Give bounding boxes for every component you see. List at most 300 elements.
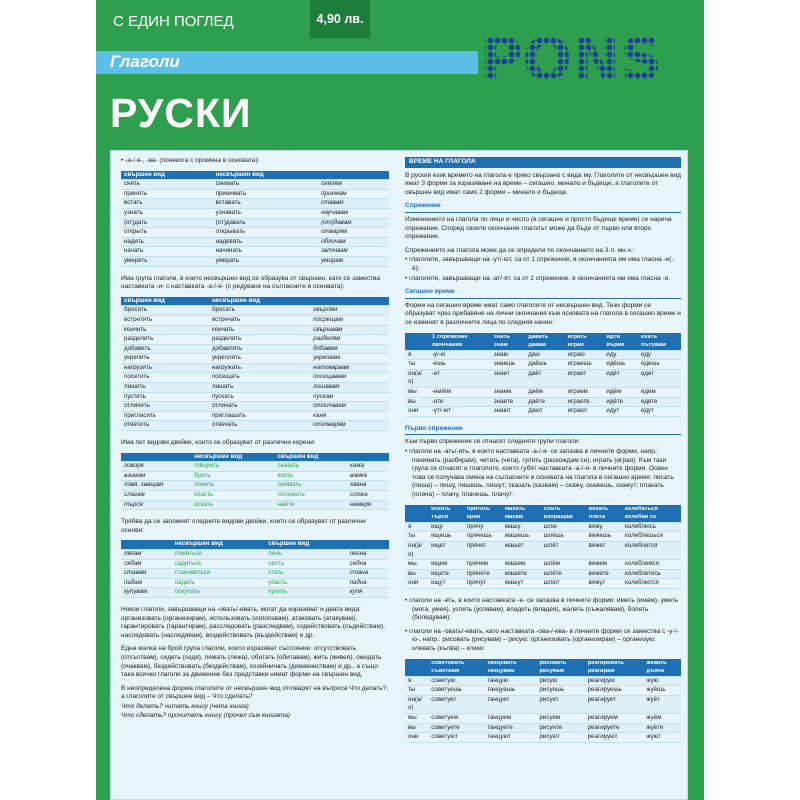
verb-table — [405, 659, 681, 743]
table-cell: я — [405, 676, 428, 686]
table-cell: мы — [405, 388, 429, 398]
table-cell: колеблется — [622, 541, 681, 559]
table-row — [121, 392, 389, 402]
table-row — [121, 208, 389, 218]
table-cell: седна — [347, 559, 389, 569]
table-cell: рисует — [536, 695, 584, 713]
table-cell: стать — [265, 569, 346, 579]
table-cell: играют — [565, 407, 604, 417]
table-row — [121, 256, 389, 266]
paragraph-3: Има пет видови двойки, които се образуват от различни корени: — [121, 439, 316, 447]
table-cell: шлют — [541, 579, 586, 589]
table-cell: укрепить — [121, 354, 209, 364]
table-header-cell: несвършен вид — [191, 453, 274, 462]
table-row — [121, 306, 389, 316]
table-cell: вы — [405, 397, 429, 407]
table-header-cell: несвършен вид — [172, 540, 266, 549]
table-cell: он(а/о) — [405, 369, 429, 387]
table-row — [121, 315, 389, 325]
table-cell: ложиться — [172, 549, 266, 559]
table-cell: говоря — [121, 462, 191, 472]
table-cell: дают — [525, 407, 564, 417]
table-cell: начинать — [213, 247, 318, 257]
table-cell: упасть — [265, 578, 346, 588]
table-header-cell — [318, 171, 389, 180]
table-cell: танцуем — [484, 714, 536, 724]
table-cell: прячут — [464, 579, 502, 589]
table-cell: становиться — [172, 569, 266, 579]
table-cell: нагружать — [209, 363, 310, 373]
table-cell: добавям — [310, 344, 389, 354]
table-row — [121, 549, 389, 559]
table-row — [405, 350, 681, 360]
table-cell: прячем — [464, 560, 502, 570]
table-cell: знаю — [491, 350, 525, 360]
table-cell: легна — [347, 549, 389, 559]
table-cell: отличить — [121, 402, 209, 412]
table-header-cell: свършен вид — [265, 540, 346, 549]
table-cell: встретить — [121, 315, 209, 325]
table-row — [405, 532, 681, 542]
table-cell: вяжут — [586, 579, 622, 589]
table-cell: отварям — [318, 228, 389, 238]
table-header-cell — [405, 333, 429, 351]
table-first-a — [405, 505, 681, 589]
table-header-cell: свършен вид — [275, 453, 347, 462]
table-cell: рисуют — [536, 733, 584, 743]
table-cell: мы — [405, 714, 428, 724]
table-cell: -у/-ю — [429, 350, 491, 360]
table-cell: рисую — [536, 676, 584, 686]
table-cell: приглашать — [209, 411, 310, 421]
table-cell: шлёшь — [541, 532, 586, 542]
table-cell: жуёте — [643, 723, 681, 733]
table-cell: танцуют — [484, 733, 536, 743]
table-header-cell: искать търся — [428, 505, 464, 523]
table-cell: идёте — [603, 397, 638, 407]
table-present — [405, 333, 681, 417]
table-cell: даёшь — [525, 360, 564, 370]
table-cell: добавлять — [209, 344, 310, 354]
table-cell: бросать — [209, 306, 310, 316]
table-header-cell: 1 спрежение окончания — [429, 333, 491, 351]
table-cell: колеблются — [622, 579, 681, 589]
table-cell: купя — [347, 588, 389, 598]
table-header-cell: рисовать рисувам — [536, 659, 584, 677]
table-cell: (от)давать — [213, 218, 318, 228]
verb-table — [405, 333, 681, 417]
table-cell: советует — [428, 695, 484, 713]
table-row — [405, 723, 681, 733]
table-row — [121, 588, 389, 598]
table-cell: отличать — [209, 402, 310, 412]
table-cell: танцуешь — [484, 686, 536, 696]
table-cell: идём — [603, 388, 638, 398]
table-cell: советуем — [428, 714, 484, 724]
table-cell: знаете — [491, 397, 525, 407]
table-cell: идут — [603, 407, 638, 417]
table-header-cell: давать давам — [525, 333, 564, 351]
table-cell: пустить — [121, 392, 209, 402]
table-cell: знаешь — [491, 360, 525, 370]
table-cell: рисуешь — [536, 686, 584, 696]
bullet-5: • глаголи на -овать/-евать, като наставката -ова-/-ева- в личните форми се замества с -у-/-ю-, напр.: рисовать (рисувам) – рисую; организовать (организирам) – организую; клевать (кълва) – клюю: — [405, 627, 679, 652]
table-row — [121, 218, 389, 228]
table-row — [121, 421, 389, 431]
table-cell: ищу — [428, 522, 464, 532]
table-header-cell: вязать плета — [586, 505, 622, 523]
table-header-cell: несвършен вид — [213, 171, 318, 180]
table-cell: они — [405, 407, 429, 417]
r-paragraph-5: Към първо спрежение се отнасят следните групи глаголи: — [405, 438, 581, 446]
table-cell: играем — [565, 388, 604, 398]
table-cell: жую — [643, 676, 681, 686]
table-cell: ищем — [428, 560, 464, 570]
table-cell: лишать — [209, 383, 310, 393]
table-cell: кажа — [347, 462, 389, 472]
table-cell: едешь — [638, 360, 681, 370]
table-header-cell — [405, 505, 428, 523]
table-cell: класть — [191, 491, 274, 501]
table-cell: вставать — [213, 199, 318, 209]
table-cell: (от)дать — [121, 218, 213, 228]
table-row — [121, 462, 389, 472]
table-row — [121, 363, 389, 373]
table-cell: советую — [428, 676, 484, 686]
table-header-cell: ехать пътувам — [638, 333, 681, 351]
table-row — [405, 541, 681, 559]
table-cell: приемам — [318, 189, 389, 199]
table-cell: идёт — [603, 369, 638, 387]
table-cell: садиться — [172, 559, 266, 569]
table-cell: играю — [565, 350, 604, 360]
table-cell: ловя, хващам — [121, 481, 191, 491]
table-cell: пускам — [310, 392, 389, 402]
table-row — [121, 344, 389, 354]
table-cell: колеблетесь — [622, 569, 681, 579]
table-row — [405, 397, 681, 407]
table-cell: купувам — [121, 588, 172, 598]
verb-table — [121, 297, 389, 431]
table-header-cell — [121, 453, 191, 462]
r-paragraph-3: Спрежението на глагола може да се определи по окончанието на 3 л. мн.ч.: — [405, 246, 635, 254]
table-cell: колеблюсь — [622, 522, 681, 532]
table-cell: говорить — [191, 462, 274, 472]
table-cell: идёшь — [603, 360, 638, 370]
table-cell: ты — [405, 360, 429, 370]
table-cell: рисуем — [536, 714, 584, 724]
table-cell: -ем/ём — [429, 388, 491, 398]
r-paragraph-1: В руския език времето на глагола е пряко свързано с вида му. Глаголите от несвършен вид имат 3 форми за изразяване на време – сегашно, минало и бъдеще, а глаголите от свършен вид имат само 2 форми – минало и бъдеще. — [405, 171, 681, 196]
table-cell: сеялям — [318, 180, 389, 190]
table-cell: узнать — [121, 208, 213, 218]
table-row — [121, 325, 389, 335]
table-cell: поймать — [275, 481, 347, 491]
bullet-4: • глаголи на -еть, в които наставката -е- се запазва в личните форми: иметь (имам), уметь (мога, умея), успеть (успявам), владеть (владея), жалеть (съжалявам), болеть (боледувам); — [405, 596, 679, 622]
table-cell: вяжет — [586, 541, 622, 559]
table-cell: реагируют — [585, 733, 644, 743]
cover-header — [96, 0, 704, 150]
table-cell: -ет — [429, 369, 491, 387]
table-row — [405, 686, 681, 696]
table-cell: купить — [265, 588, 346, 598]
table-cell: укрепвам — [310, 354, 389, 364]
table-cell: принять — [121, 189, 213, 199]
table-cell: сядам — [121, 559, 172, 569]
table-cell: танцует — [484, 695, 536, 713]
table-cell: ищут — [428, 579, 464, 589]
table-cell: свършвам — [310, 325, 389, 335]
table-cell: играете — [565, 397, 604, 407]
table-cell: укреплять — [209, 354, 310, 364]
table-cell: лишить — [121, 383, 209, 393]
table-cell: натоварвам — [310, 363, 389, 373]
subheading-conjugation: Спрежение — [405, 202, 681, 213]
table-cell: машете — [502, 569, 541, 579]
table-cell: машут — [502, 579, 541, 589]
table-cell: брать — [191, 471, 274, 481]
table-cell: намеря — [347, 500, 389, 510]
table-row — [121, 559, 389, 569]
table-cell: посетить — [121, 373, 209, 383]
table-cell: посещать — [209, 373, 310, 383]
table-cell: отличавам — [310, 402, 389, 412]
table-cell: вяжешь — [586, 532, 622, 542]
example-1: Что делать? читать книгу (чета книга) — [121, 702, 249, 710]
table-header-cell — [347, 540, 389, 549]
table-cell: вяжете — [586, 569, 622, 579]
table-cell: даю — [525, 350, 564, 360]
r-paragraph-4: Форми на сегашно време имат само глаголите от несвършен вид. Тези форми се образуват чрез прибавяне на лични окончания към основата на глагола в сегашно време и се изменят в различните лица по следния начин: — [405, 301, 681, 326]
table-cell: (от)давам — [318, 218, 389, 228]
table-cell: надеть — [121, 237, 213, 247]
table-cell: едет — [638, 369, 681, 387]
table-cell: отговарям — [310, 421, 389, 431]
table-cell: я — [405, 350, 429, 360]
table-cell: вы — [405, 569, 428, 579]
example-2: Что сделать? прочитать книгу (прочел съм книгата) — [121, 712, 290, 720]
table-row — [121, 180, 389, 190]
language-title: РУСКИ — [110, 90, 252, 136]
table-cell: открыть — [121, 228, 213, 238]
table-cell: он(а/о) — [405, 541, 428, 559]
table-cell: слагам — [121, 491, 191, 501]
table-row — [405, 569, 681, 579]
table-row — [405, 388, 681, 398]
table-cell: разделям — [310, 335, 389, 345]
table-row — [121, 383, 389, 393]
table-cell: они — [405, 733, 428, 743]
table-cell: разделить — [121, 335, 209, 345]
table-cell: ищете — [428, 569, 464, 579]
table-cell: искать — [191, 500, 274, 510]
table-cell: кончить — [121, 325, 209, 335]
table-cell: советуете — [428, 723, 484, 733]
table-row — [405, 714, 681, 724]
table-cell: жуют — [643, 733, 681, 743]
table-cell: разделять — [209, 335, 310, 345]
table-cell: принимать — [213, 189, 318, 199]
table-cell: он(а/о) — [405, 695, 428, 713]
table-cell: едут — [638, 407, 681, 417]
table-cell: машем — [502, 560, 541, 570]
table-header-cell: махать махам — [502, 505, 541, 523]
table-header-cell: идти вървя — [603, 333, 638, 351]
table-header-cell — [347, 453, 389, 462]
table-first-b — [405, 659, 681, 743]
table-cell: сесть — [265, 559, 346, 569]
table-cell: умереть — [121, 256, 213, 266]
verb-table — [121, 171, 389, 267]
table-header-cell: слать изпращам — [541, 505, 586, 523]
table-cell: обличам — [318, 237, 389, 247]
table-header-cell: играть играя — [565, 333, 604, 351]
table-cell: рисуете — [536, 723, 584, 733]
table-cell: реагирует — [585, 695, 644, 713]
intro-suffix: • -а-/-я-, -ва- (понякога с промяна в основата): — [121, 157, 260, 164]
table-cell: взема — [347, 471, 389, 481]
table-cell: -ешь — [429, 360, 491, 370]
table-cell: покупать — [172, 588, 266, 598]
table-row — [405, 369, 681, 387]
table-cell: започвам — [318, 247, 389, 257]
table-cell: советуешь — [428, 686, 484, 696]
table-cell: шлём — [541, 560, 586, 570]
table-cell: даёт — [525, 369, 564, 387]
table-cell: найти — [275, 500, 347, 510]
table-cell: реагирую — [585, 676, 644, 686]
left-column — [121, 157, 389, 726]
right-column — [405, 157, 681, 751]
table-row — [121, 247, 389, 257]
table-row — [121, 569, 389, 579]
table-cell: едем — [638, 388, 681, 398]
table-row — [121, 578, 389, 588]
table-cell: реагируем — [585, 714, 644, 724]
paragraph-6: Една малка на брой група глаголи, които изразяват състояние: отсутствовать (отсъствам), сидеть (седя), лежать (лежа), обитать (обитавам), жить (живея), ожидать (очаквам), бездействовать (бездействам), хозяйничать (домакинствам) и др., а също така всички глаголи за движение без представки нямат форми на свършен вид. — [121, 645, 382, 679]
table-cell: ставам — [121, 569, 172, 579]
table-cell: вы — [405, 723, 428, 733]
subject-title: Глаголи — [110, 52, 180, 71]
logo-text: PONS — [480, 25, 663, 93]
table-cell: ставам — [318, 199, 389, 209]
table-row — [405, 360, 681, 370]
table-cell: падна — [347, 578, 389, 588]
table-cell: научавам — [318, 208, 389, 218]
table-cell: ты — [405, 532, 428, 542]
table-cell: встречать — [209, 315, 310, 325]
paragraph-4: Трябва да се запомнят следните видови двойки, които се образуват от различни основи: — [121, 518, 366, 534]
table-cell: стана — [347, 569, 389, 579]
table-cell: снимать — [213, 180, 318, 190]
table-cell: шлю — [541, 522, 586, 532]
table-cell: прячет — [464, 541, 502, 559]
table-cell: нагрузить — [121, 363, 209, 373]
table-cell: иду — [603, 350, 638, 360]
table-cell: -ут/-ют — [429, 407, 491, 417]
table-cell: взять — [275, 471, 347, 481]
table-cell: търся — [121, 500, 191, 510]
table-cell: посещавам — [310, 373, 389, 383]
table-row — [121, 237, 389, 247]
table-1 — [121, 171, 389, 267]
table-2 — [121, 297, 389, 431]
verb-table — [405, 505, 681, 589]
table-row — [121, 228, 389, 238]
table-cell: сказать — [275, 462, 347, 472]
table-cell: лишавам — [310, 383, 389, 393]
table-cell: положить — [275, 491, 347, 501]
r-paragraph-2: Изменението на глагола по лице и число (в сегашно и просто бъдеще време) се нарича спрежение. Според своите окончания глаголът може да бъде от първо или второ спрежение. — [405, 215, 672, 241]
table-header-cell — [405, 659, 428, 677]
table-4 — [121, 540, 389, 598]
table-header-cell: танцевать танцувам — [484, 659, 536, 677]
verb-table — [121, 453, 389, 511]
subheading-present: Сегашно време — [405, 288, 681, 299]
table-cell: добавить — [121, 344, 209, 354]
table-cell: они — [405, 579, 428, 589]
table-header-cell — [310, 297, 389, 306]
table-row — [121, 491, 389, 501]
verb-table — [121, 540, 389, 598]
table-cell: знают — [491, 407, 525, 417]
bullet-1: • глаголите, завършващи на -ут/-ют, са от 1 спрежение, в окончанията им има гласна -е(-ё); — [405, 256, 674, 272]
table-row — [405, 407, 681, 417]
table-header-cell: жевать дъвча — [643, 659, 681, 677]
table-cell: машу — [502, 522, 541, 532]
table-cell: мы — [405, 560, 428, 570]
table-cell: начать — [121, 247, 213, 257]
table-cell: еду — [638, 350, 681, 360]
table-cell: колеблемся — [622, 560, 681, 570]
table-header-cell — [121, 540, 172, 549]
table-cell: посрещам — [310, 315, 389, 325]
table-cell: шлёт — [541, 541, 586, 559]
table-header-cell: свършен вид — [121, 171, 213, 180]
table-row — [121, 471, 389, 481]
table-cell: вяжу — [586, 522, 622, 532]
subheading-first: Първо спрежение — [405, 425, 681, 436]
book-cover — [96, 0, 704, 800]
table-cell: реагируешь — [585, 686, 644, 696]
table-cell: прячу — [464, 522, 502, 532]
content-sheet — [110, 150, 688, 800]
table-cell: жуём — [643, 714, 681, 724]
table-cell: танцуете — [484, 723, 536, 733]
table-cell: взимам — [121, 471, 191, 481]
table-cell: колеблешься — [622, 532, 681, 542]
table-header-cell: несвършен вид — [209, 297, 310, 306]
table-row — [405, 695, 681, 713]
table-cell: хвана — [347, 481, 389, 491]
table-cell: падать — [172, 578, 266, 588]
table-header-cell: свършен вид — [121, 297, 209, 306]
table-row — [121, 411, 389, 421]
table-cell: жуёшь — [643, 686, 681, 696]
table-cell: снять — [121, 180, 213, 190]
table-cell: надевать — [213, 237, 318, 247]
table-cell: реагируете — [585, 723, 644, 733]
table-row — [405, 579, 681, 589]
table-row — [405, 676, 681, 686]
bullet-3: • глаголи на -ать/-ять, в които наставката -а-/-я- се запазва в личните форми, напр.: понимать (разбирам), читать (чета), гулять (разхождам се), играть (играя). Към тази група се отнасят и глаголите, които губят наставката -а-/-я- в личните форми. Освен това се получава смяна на съгласните в основата на глагола в сегашно време: писать (пиша) – пишу, пишешь, пишут; сказать (казвам) – скажу, скажешь, скажут; плакать (плача) – плачу, плачешь, плачут; — [405, 448, 674, 498]
table-cell: знает — [491, 369, 525, 387]
table-row — [121, 500, 389, 510]
table-row — [405, 560, 681, 570]
table-cell: знаем — [491, 388, 525, 398]
table-cell: играет — [565, 369, 604, 387]
paragraph-7: В неопределена форма глаголите от несвършен вид отговарят на въпроса Что делать?, а глаголите от свършен вид – Что сделать? — [121, 684, 389, 701]
